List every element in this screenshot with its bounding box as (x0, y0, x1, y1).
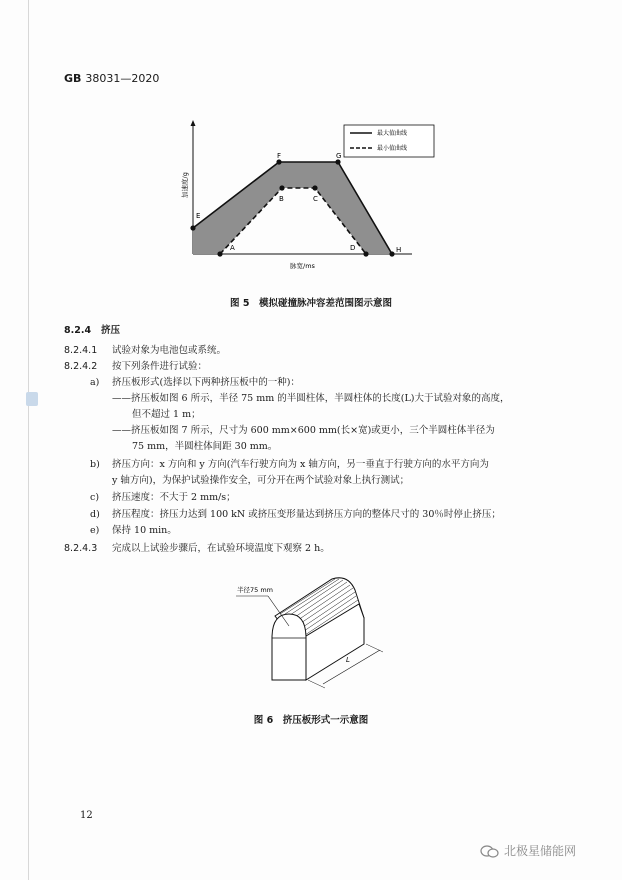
label-G: G (336, 152, 342, 160)
label-C: C (313, 195, 318, 203)
section-heading (64, 322, 120, 336)
label-F: F (277, 152, 282, 160)
y-axis-arrow (191, 120, 196, 126)
item-e-label: e) (90, 525, 100, 536)
radius-label: 半径75 mm (237, 586, 274, 594)
page-number: 12 (80, 810, 93, 821)
figure5-caption: 图 5 模拟碰撞脉冲容差范围图示意图 (230, 298, 392, 309)
clause-8-2-4-3-number: 8.2.4.3 (64, 543, 98, 554)
legend-min-label: 最小值曲线 (377, 145, 408, 152)
clause-8-2-4-1-text: 试验对象为电池包或系统。 (112, 345, 227, 356)
clause-8-2-4-1-number: 8.2.4.1 (64, 345, 98, 356)
clause-8-2-4-2-number: 8.2.4.2 (64, 361, 98, 372)
item-a1-line2: 但不超过 1 m； (132, 409, 201, 420)
label-H: H (396, 246, 402, 254)
label-B: B (279, 195, 284, 203)
clause-8-2-4-3-text: 完成以上试验步骤后，在试验环境温度下观察 2 h。 (112, 543, 330, 554)
label-D: D (350, 244, 356, 252)
point-B (279, 185, 284, 190)
point-E (190, 225, 195, 230)
standard-number: 38031—2020 (85, 72, 160, 85)
label-E: E (196, 212, 201, 220)
item-d-text: 挤压程度：挤压力达到 100 kN 或挤压变形量达到挤压方向的整体尺寸的 30％时停止挤压； (112, 509, 501, 520)
clause-8-2-4-2-text: 按下列条件进行试验： (112, 361, 208, 372)
item-b-line1: 挤压方向：x 方向和 y 方向(汽车行驶方向为 x 轴方向，另一垂直于行驶方向的水平方向为 (112, 459, 489, 470)
item-e-text: 保持 10 min。 (112, 525, 177, 536)
figure5-diagram (178, 118, 440, 276)
item-a2-line1: ——挤压板如图 7 所示，尺寸为 600 mm×600 mm(长×宽)或更小，三个半圆柱体半径为 (112, 425, 495, 436)
point-G (335, 159, 340, 164)
standard-header (64, 72, 159, 85)
point-C (312, 185, 317, 190)
item-a2-line2: 75 mm，半圆柱体间距 30 mm。 (132, 441, 278, 452)
length-ext-1 (308, 680, 325, 688)
item-b-label: b) (90, 459, 100, 470)
item-d-label: d) (90, 509, 100, 520)
standard-prefix: GB (64, 72, 82, 85)
point-H (389, 251, 394, 256)
tolerance-region (193, 162, 392, 254)
wechat-icon (480, 845, 500, 859)
binding-margin-line (28, 0, 29, 880)
label-A: A (230, 244, 235, 252)
item-a1-line1: ——挤压板如图 6 所示，半径 75 mm 的半圆柱体，半圆柱体的长度(L)大于试验对象的高度， (112, 393, 510, 404)
side-clip-icon (26, 392, 38, 406)
x-axis-label: 脉宽/ms (290, 262, 315, 270)
figure6-diagram (228, 576, 388, 692)
y-axis-label: 加速度/g (181, 172, 189, 198)
item-a-text: 挤压板形式(选择以下两种挤压板中的一种)： (112, 377, 300, 388)
watermark-text: 北极星储能网 (504, 844, 577, 858)
item-c-label: c) (90, 492, 100, 503)
point-A (217, 251, 222, 256)
item-c-text: 挤压速度：不大于 2 mm/s； (112, 492, 236, 503)
section-title: 挤压 (101, 325, 121, 336)
cylinder-front-face (272, 614, 306, 680)
legend-max-label: 最大值曲线 (377, 130, 408, 137)
point-D (363, 251, 368, 256)
watermark (480, 842, 576, 859)
length-label: L (346, 656, 350, 664)
point-F (276, 159, 281, 164)
item-a-label: a) (90, 377, 100, 388)
figure6-caption: 图 6 挤压板形式一示意图 (253, 715, 369, 726)
section-number: 8.2.4 (64, 325, 92, 336)
item-b-line2: y 轴方向)，为保护试验操作安全，可分开在两个试验对象上执行测试； (112, 475, 410, 486)
length-ext-2 (366, 644, 383, 652)
